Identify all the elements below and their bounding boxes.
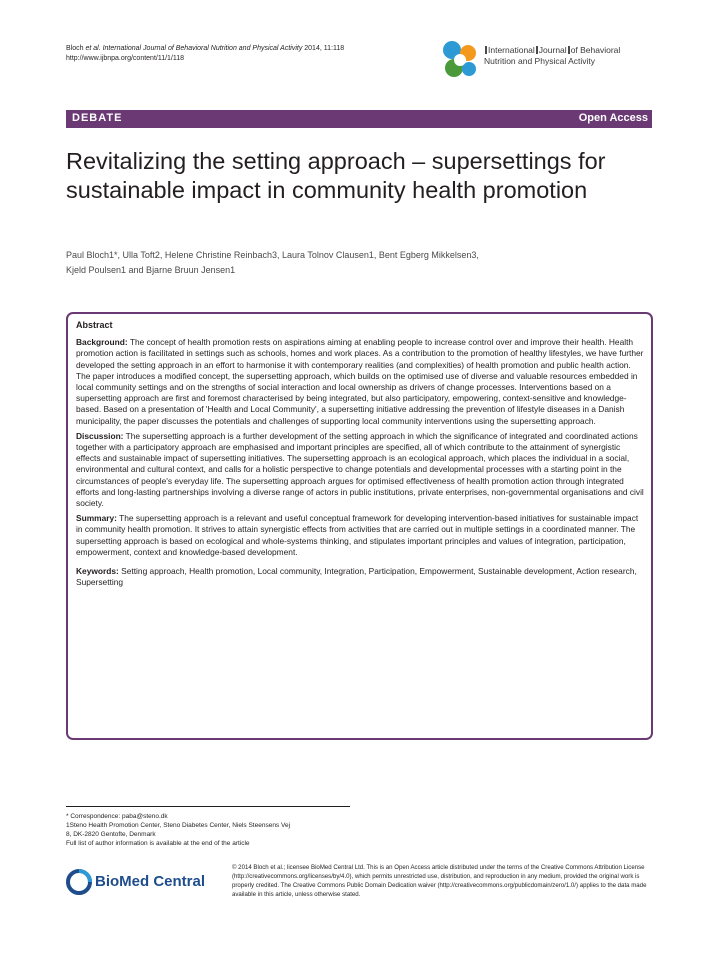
footnotes bbox=[66, 812, 366, 848]
citation-line: Bloch et al. International Journal of Behavioral Nutrition and Physical Activity 2014, 11:118 bbox=[66, 45, 345, 52]
article-title: Revitalizing the setting approach – supersettings for sustainable impact in community health promotion bbox=[66, 148, 606, 203]
open-access-label: Open Access bbox=[578, 112, 648, 124]
abstract-summary: Summary: The supersetting approach is a relevant and useful conceptual framework for developing intervention-based initiatives for sustainable impact in community health promotion. It strives to attain synergistic effects from activities that are carried out in multiple settings in a coordinated manner. The supersetting approach is based on ecological and whole-systems thinking, and stipulates important principles and values of integration, participation, empowerment, context and knowledge-based development. bbox=[76, 513, 639, 557]
abstract-box bbox=[66, 312, 653, 740]
author-info-note: Full list of author information is available at the end of the article bbox=[66, 840, 250, 847]
citation-header bbox=[66, 44, 344, 64]
abstract-keywords: Keywords: Setting approach, Health promotion, Local community, Integration, Participation, Empowerment, Sustainable development, Action research, Supersetting bbox=[76, 566, 637, 588]
correspondence-note[interactable]: * Correspondence: paba@steno.dk bbox=[66, 813, 168, 820]
publisher-name: BioMed Central bbox=[95, 873, 206, 890]
citation-url[interactable]: http://www.ijbnpa.org/content/11/1/118 bbox=[66, 55, 185, 62]
author-list bbox=[66, 248, 656, 278]
abstract-discussion: Discussion: The supersetting approach is a further development of the setting approach in which the significance of integrated and coordinated actions together with a participatory approach are emphasised and important principles are specified, all of which contribute to the attainment of synergistic effects and sustainable impact of supersetting initiatives. The supersetting approach is an ecological approach, which places the individual in a social, environmental and cultural context, and calls for a holistic perspective to change potentials and developmental processes with a starting point in the circumstances of people's everyday life. The supersetting approach argues for optimised effectiveness of health promotion action through integrated efforts and long-lasting partnerships involving a diverse range of actors in public institutions, private enterprises, non-governmental organisations and civil society. bbox=[76, 430, 644, 509]
abstract-background: Background: The concept of health promotion rests on aspirations aiming at enabling people to increase control over and improve their health. Health promotion action is facilitated in settings such as schools, homes and work places. As a contribution to the promotion of healthy lifestyles, we have further developed the setting approach in an effort to harmonise it with contemporary realities (and complexities) of health promotion and public health action. The paper introduces a modified concept, the supersetting approach, which builds on the optimised use of diverse and valuable resources embedded in local community settings and on the strengths of social interaction and local ownership as drivers of change processes. Interventions based on a supersetting approach are first and foremost characterised by being integrated, but also participatory, empowering, context-sensitive and knowledge-based. Based on a presentation of 'Health and Local Community', a supersetting initiative addressing the prevention of lifestyle diseases in a Danish municipality, the paper discusses the potentials and challenges of supporting local community interventions using the supersetting approach. bbox=[76, 337, 644, 426]
affiliation-note: 8, DK-2820 Gentofte, Denmark bbox=[66, 831, 156, 838]
journal-name: International Journal of Behavioral Nutrition and Physical Activity bbox=[484, 45, 621, 66]
biomed-central-logo-icon bbox=[66, 869, 92, 895]
journal-logo-icon bbox=[441, 40, 479, 80]
article-type-label: DEBATE bbox=[72, 112, 123, 124]
author-line: Paul Bloch1*, Ulla Toft2, Helene Christine Reinbach3, Laura Tolnov Clausen1, Bent Egberg Mikkelsen3, bbox=[66, 250, 479, 260]
affiliation-note: 1Steno Health Promotion Center, Steno Diabetes Center, Niels Steensens Vej bbox=[66, 822, 291, 829]
copyright-notice: © 2014 Bloch et al.; licensee BioMed Central Ltd. This is an Open Access article distributed under the terms of the Creative Commons Attribution License (http://creativecommons.org/licenses/by/4.0), which permits unrestricted use, distribution, and reproduction in any medium, provided the original work is properly credited. The Creative Commons Public Domain Dedication waiver (http://creativecommons.org/publicdomain/zero/1.0/) applies to the data made available in this article, unless otherwise stated. bbox=[232, 864, 647, 898]
article-type-banner bbox=[66, 110, 652, 128]
abstract-heading: Abstract bbox=[76, 320, 113, 330]
author-line: Kjeld Poulsen1 and Bjarne Bruun Jensen1 bbox=[66, 265, 236, 275]
footnote-divider bbox=[66, 806, 350, 807]
